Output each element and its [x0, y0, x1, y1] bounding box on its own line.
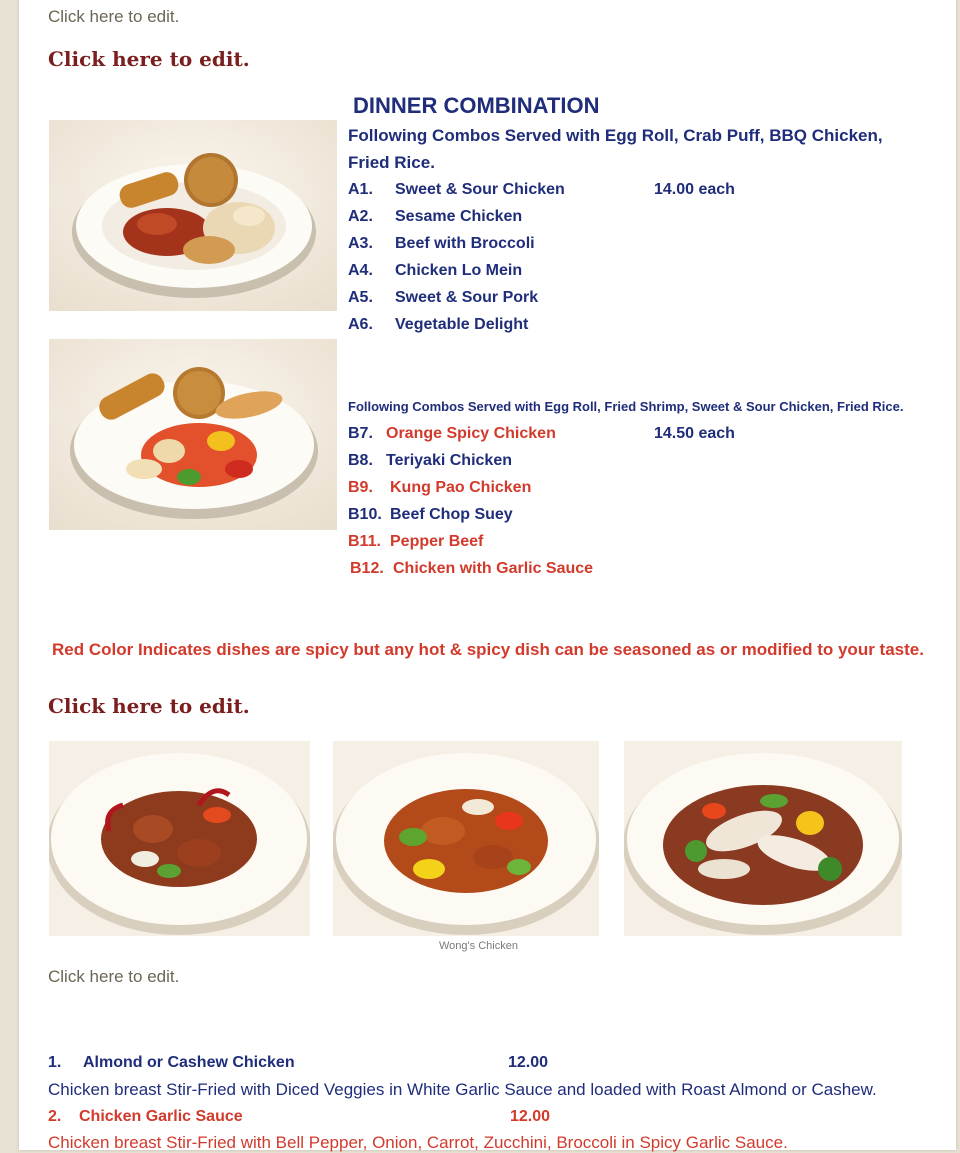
combo-plate-b-image	[49, 339, 337, 530]
list-item-code: B9.	[348, 479, 373, 496]
list-item-code: B11.	[348, 533, 381, 550]
edit-heading-1[interactable]: Click here to edit.	[48, 47, 250, 71]
list-item-code: A6.	[348, 316, 373, 333]
edit-text-bottom[interactable]: Click here to edit.	[48, 967, 180, 986]
seafood-vegetable-plate-image	[624, 741, 902, 936]
special-number: 2.	[48, 1108, 62, 1125]
list-item-name: Pepper Beef	[390, 533, 484, 550]
list-item-name: Sesame Chicken	[395, 208, 523, 225]
image-caption: Wong's Chicken	[439, 940, 518, 952]
list-item-code: B7.	[348, 425, 373, 442]
list-item-code: A1.	[348, 181, 373, 198]
spicy-chicken-plate-image	[49, 741, 310, 936]
list-item-name: Vegetable Delight	[395, 316, 529, 333]
special-number: 1.	[48, 1054, 62, 1071]
group-b-intro: Following Combos Served with Egg Roll, Fried Shrimp, Sweet & Sour Chicken, Fried Rice.	[348, 399, 904, 414]
special-price: 12.00	[508, 1054, 549, 1071]
group-a-price: 14.00 each	[654, 181, 735, 198]
list-item-code: A5.	[348, 289, 373, 306]
group-a-intro-line1: Following Combos Served with Egg Roll, Crab Puff, BBQ Chicken,	[348, 126, 883, 145]
list-item-name: Beef Chop Suey	[390, 506, 513, 523]
list-item-name: Beef with Broccoli	[395, 235, 535, 252]
special-price: 12.00	[510, 1108, 551, 1125]
edit-heading-2[interactable]: Click here to edit.	[48, 694, 250, 718]
dinner-combination-title: DINNER COMBINATION	[353, 93, 600, 118]
list-item-name: Sweet & Sour Chicken	[395, 181, 565, 198]
list-item-name: Sweet & Sour Pork	[395, 289, 539, 306]
edit-text-top[interactable]: Click here to edit.	[48, 7, 180, 26]
special-description: Chicken breast Stir-Fried with Diced Veggies in White Garlic Sauce and loaded with Roast Almond or Cashew.	[48, 1080, 877, 1099]
combo-plate-a-image	[49, 120, 337, 311]
list-item-name: Orange Spicy Chicken	[386, 425, 556, 442]
special-name: Chicken Garlic Sauce	[79, 1108, 243, 1125]
list-item-name: Kung Pao Chicken	[390, 479, 532, 496]
list-item-code: B8.	[348, 452, 373, 469]
special-description: Chicken breast Stir-Fried with Bell Pepper, Onion, Carrot, Zucchini, Broccoli in Spicy Garlic Sauce.	[48, 1133, 788, 1152]
spicy-note: Red Color Indicates dishes are spicy but any hot & spicy dish can be seasoned as or modified to your taste.	[52, 640, 924, 659]
list-item-name: Chicken Lo Mein	[395, 262, 523, 279]
list-item-name: Teriyaki Chicken	[386, 452, 512, 469]
list-item-code: A4.	[348, 262, 373, 279]
list-item-code: A2.	[348, 208, 373, 225]
list-item-code: A3.	[348, 235, 373, 252]
group-b-price: 14.50 each	[654, 425, 735, 442]
special-name: Almond or Cashew Chicken	[83, 1054, 295, 1071]
wongs-chicken-plate-image	[333, 741, 599, 936]
list-item-code: B10.	[348, 506, 382, 523]
group-a-intro-line2: Fried Rice.	[348, 153, 435, 172]
list-item-name: Chicken with Garlic Sauce	[393, 560, 594, 577]
list-item-code: B12.	[350, 560, 384, 577]
